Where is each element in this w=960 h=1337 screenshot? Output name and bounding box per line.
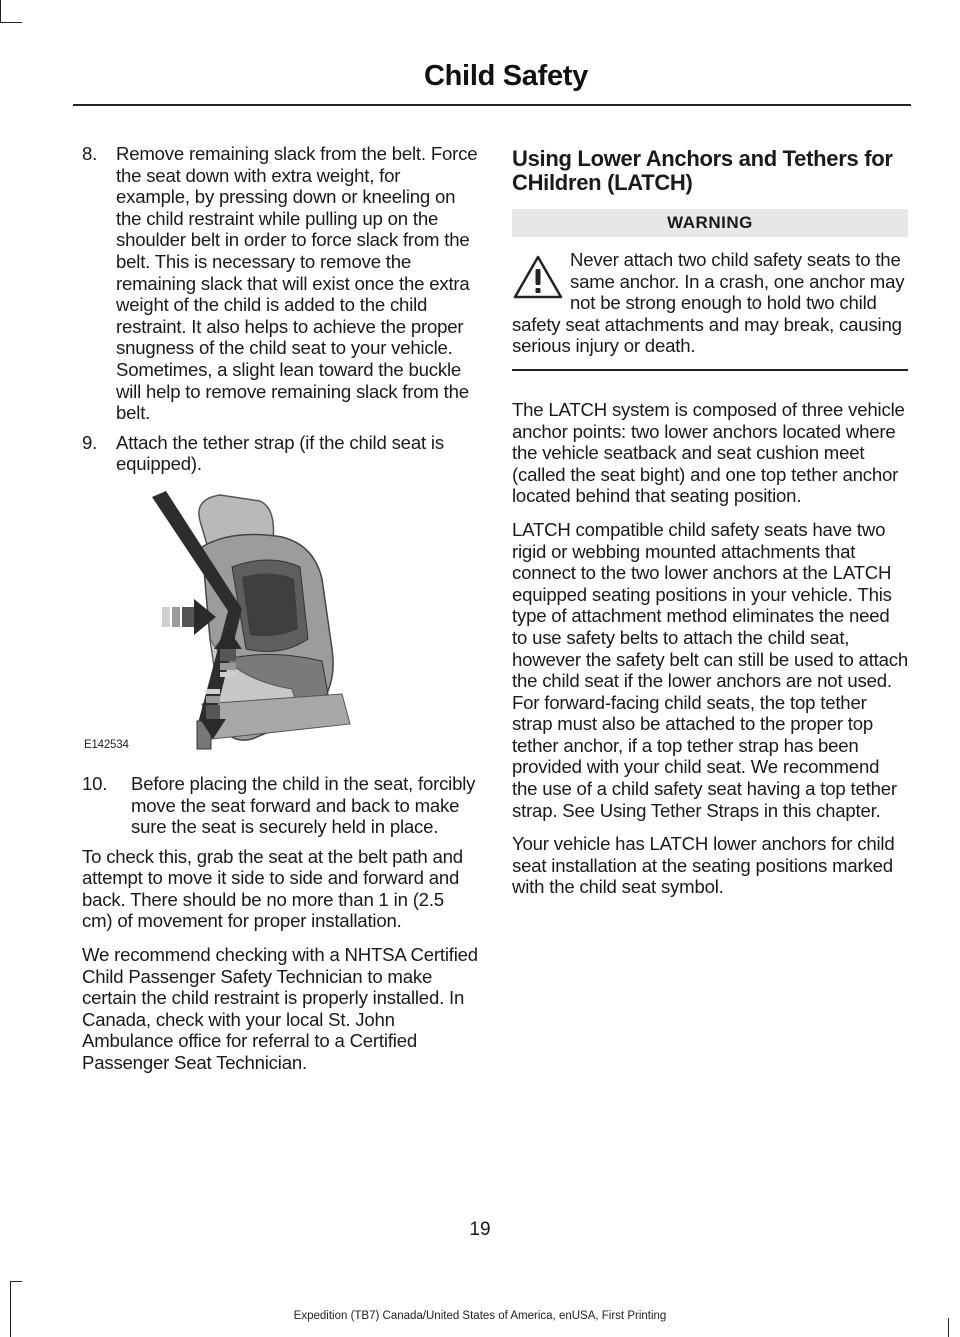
warning-box (512, 237, 908, 371)
child-seat-drawing (82, 489, 478, 761)
warning-label: WARNING (512, 209, 908, 237)
list-item-step-10 (82, 773, 478, 838)
right-column (512, 143, 908, 910)
footer-text: Expedition (TB7) Canada/United States of America, enUSA, First Printing (293, 1310, 667, 1322)
page-number: 19 (469, 1219, 491, 1240)
warning-text: Never attach two child safety seats to the same anchor. In a crash, one anchor may not be strong enough to hold two child safety seat attachments and may break, causing serious injury or death. (512, 249, 905, 357)
warning-triangle-icon (512, 253, 564, 301)
figure-code: E142534 (84, 739, 129, 752)
step-number: 10. (82, 772, 108, 794)
list-item-step-8 (82, 143, 478, 424)
crop-mark (0, 0, 1, 22)
paragraph: The LATCH system is composed of three vehicle anchor points: two lower anchors located where the vehicle seatback and seat cushion meet (called the seat bight) and one top tether anchor located behind that seating position. (512, 398, 905, 507)
step-number: 8. (82, 143, 98, 164)
list-item-step-9 (82, 432, 478, 475)
paragraph: We recommend checking with a NHTSA Certified Child Passenger Safety Technician to make certain the child restraint is properly installed. In Canada, check with your local St. John Ambulance office for referral to a Certified Passenger Seat Technician. (82, 944, 478, 1074)
paragraph: To check this, grab the seat at the belt path and attempt to move it side to side and forward and back. There should be no more than 1 in (2.5 cm) of movement for proper installation. (82, 845, 463, 932)
step-text: Before placing the child in the seat, forcibly move the seat forward and back to make sure the seat is securely held in place. (131, 772, 476, 838)
left-column (82, 143, 478, 1086)
step-number: 9. (82, 431, 98, 453)
section-title: Child Safety (424, 60, 588, 92)
crop-mark (10, 1281, 22, 1282)
header-rule (73, 104, 911, 106)
paragraph: LATCH compatible child safety seats have two rigid or webbing mounted attachments that connect to the two lower anchors at the LATCH equipped seating positions in your vehicle. This type of attachment method eliminates the need to use safety belts to attach the child seat, however the safety belt can still be used to attach the child seat if the lower anchors are not used. For forward-facing child seats, the top tether strap must also be attached to the proper top tether anchor, if a top tether strap has been provided with your child seat. We recommend the use of a child safety seat having a top tether strap. See Using Tether Straps in this chapter. (512, 518, 909, 821)
crop-mark (0, 22, 22, 23)
paragraph: Your vehicle has LATCH lower anchors for child seat installation at the seating positions marked with the child seat symbol. (512, 833, 895, 898)
section-heading: Using Lower Anchors and Tethers for CHildren (LATCH) (512, 146, 893, 195)
step-text: Remove remaining slack from the belt. Force the seat down with extra weight, for example, by pressing down or kneeling on the child restraint while pulling up on the shoulder belt in order to force slack from the belt. This is necessary to remove the remaining slack that will exist once the extra weight of the child is added to the child restraint. It also helps to achieve the proper snugness of the child seat to your vehicle. Sometimes, a slight lean toward the buckle will help to remove remaining slack from the belt. (116, 143, 478, 424)
child-seat-illustration (82, 489, 478, 761)
crop-mark (10, 1281, 11, 1337)
step-text: Attach the tether strap (if the child seat is equipped). (116, 431, 444, 475)
